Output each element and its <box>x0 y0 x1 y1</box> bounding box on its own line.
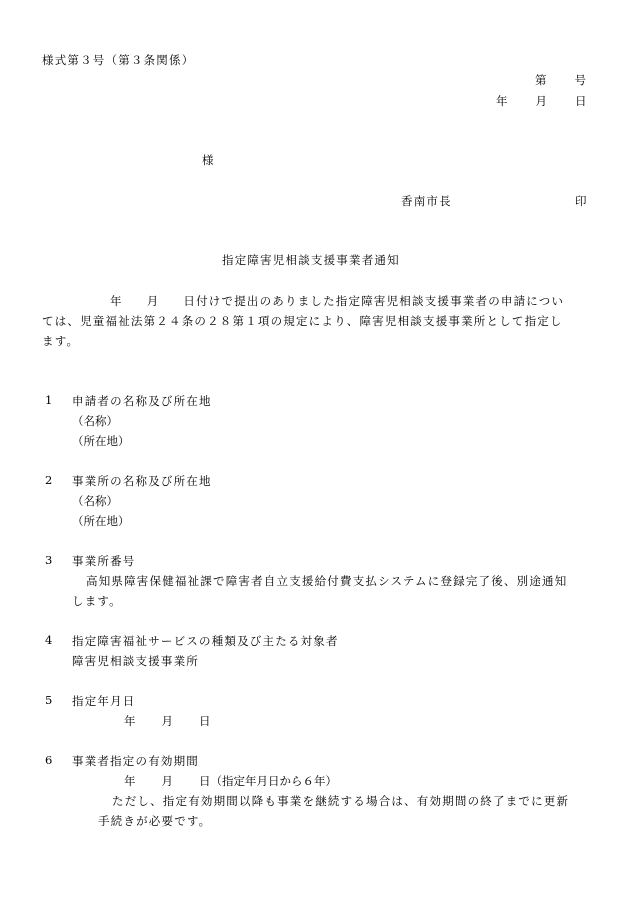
form-label: 様式第３号（第３条関係） <box>42 53 195 67</box>
item-6-note-line-2: 手続きが必要です。 <box>98 814 212 828</box>
item-5-date <box>124 713 211 729</box>
intro-line-2: ては、児童福祉法第２４条の２８第１項の規定により、障害児相談支援事業所として指定し <box>42 314 563 328</box>
item-6-heading: 事業者指定の有効期間 <box>72 754 199 768</box>
intro-text: 日付けで提出のありました指定障害児相談支援事業者の申請につい <box>183 294 565 308</box>
item-1-number: 1 <box>45 393 53 407</box>
item-6-number: 6 <box>45 753 53 767</box>
item-2-address-label: （所在地） <box>72 514 130 528</box>
item-5-month: 月 <box>161 714 173 728</box>
item-3-line-2: します。 <box>72 594 122 608</box>
intro-line-1 <box>110 293 564 309</box>
issue-date <box>496 93 587 109</box>
issue-date-day: 日 <box>575 94 587 108</box>
item-5-heading: 指定年月日 <box>72 694 136 708</box>
item-6-period <box>124 773 337 789</box>
item-6-month: 月 <box>161 774 173 788</box>
item-2-number: 2 <box>45 473 53 487</box>
item-6-year: 年 <box>124 774 136 788</box>
item-4-heading: 指定障害福祉サービスの種類及び主たる対象者 <box>72 634 339 648</box>
seal-mark: 印 <box>575 194 587 208</box>
item-6-day-note: 日（指定年月日から６年） <box>199 774 337 788</box>
item-3-heading: 事業所番号 <box>72 554 136 568</box>
intro-year: 年 <box>110 294 123 308</box>
item-3-number: 3 <box>45 553 53 567</box>
item-1-heading: 申請者の名称及び所在地 <box>72 394 212 408</box>
item-6-note-line-1: ただし、指定有効期間以降も事業を継続する場合は、有効期間の終了までに更新 <box>112 794 570 808</box>
item-1-address-label: （所在地） <box>72 434 130 448</box>
item-1-name-label: （名称） <box>72 414 118 428</box>
doc-number-prefix: 第 <box>535 73 547 87</box>
addressee-suffix: 様 <box>202 153 214 167</box>
issue-date-month: 月 <box>535 94 547 108</box>
item-4-content: 障害児相談支援事業所 <box>72 654 199 668</box>
item-3-line-1: 高知県障害保健福祉課で障害者自立支援給付費支払システムに登録完了後、別途通知 <box>86 574 568 588</box>
item-2-name-label: （名称） <box>72 494 118 508</box>
doc-number-suffix: 号 <box>574 73 586 87</box>
item-5-year: 年 <box>124 714 136 728</box>
item-4-number: 4 <box>45 633 53 647</box>
document-title: 指定障害児相談支援事業者通知 <box>222 253 400 267</box>
item-5-day: 日 <box>199 714 211 728</box>
intro-line-3: ます。 <box>42 334 80 348</box>
item-5-number: 5 <box>45 693 53 707</box>
item-2-heading: 事業所の名称及び所在地 <box>72 474 212 488</box>
issuer-name: 香南市長 <box>401 194 452 208</box>
document-number <box>535 72 586 88</box>
issue-date-year: 年 <box>496 94 508 108</box>
intro-month: 月 <box>146 294 160 308</box>
